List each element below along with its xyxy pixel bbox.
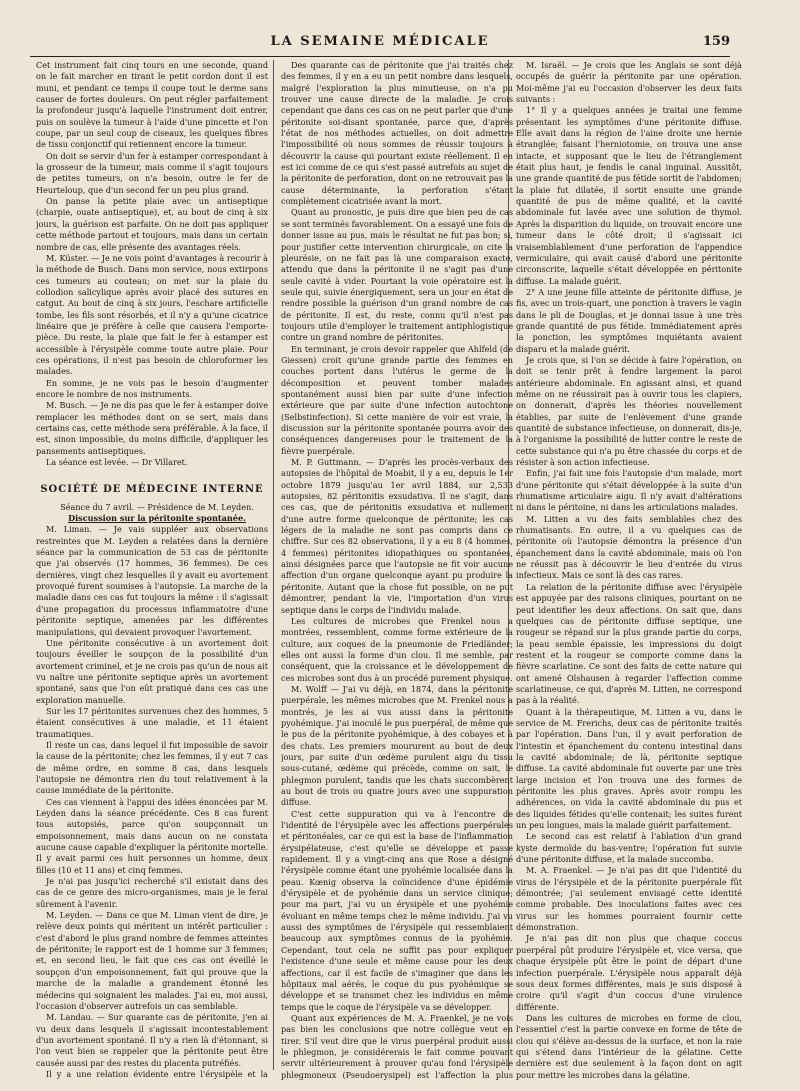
column-divider — [273, 60, 274, 1070]
paragraph: Ces cas viennent à l'appui des idées énoncées par M. Leyden dans la séance précédente. Ces 8 cas furent tous autopsiés, parce qu'on soupçonnait un empoisonnement, mais dans aucun on ne constata aucune cause capable d'expliquer la péritonite mortelle. Il y avait parmi ces huit personnes un homme, deux filles (10 et 11 ans) et cinq femmes. — [36, 796, 268, 875]
paragraph: M. A. Fraenkel. — Je n'ai pas dit que l'identité du virus de l'érysipèle et de la péritonite puerpérale fût démontrée; j'ai seulement envisagé cette identité comme probable. Des inoculations faites avec ces virus sur les hommes pourraient fournir cette démonstration. — [516, 865, 742, 933]
paragraph: Quant à la thérapeutique, M. Litten a vu, dans le service de M. Frerichs, deux cas de péritonite traités par l'opération. Dans l'un, il y avait perforation de l'intestin et épanchement du contenu intestinal dans la cavité abdominale; de là, péritonite septique diffuse. La cavité abdominale fut ouverte par une très large incision et l'on trouva une des formes de péritonite les plus graves. Après avoir rompu les adhérences, on vida la cavité abdominale du pus et des liquides fétides qu'elle contenait; les suites furent un peu longues, mais la malade guérit parfaitement. — [516, 706, 742, 831]
paragraph: En somme, je ne vois pas le besoin d'augmenter encore le nombre de nos instruments. — [36, 377, 268, 399]
paragraph: M. Liman. — Je vais suppléer aux observations restreintes que M. Leyden a relatées dans la dernière séance par la communication de 53 cas de péritonite que j'ai observés (17 hommes, 36 femmes). De ces dernières, vingt chez lesquelles il y avait eu avortement provoqué furent soumises à l'autopsie. La marche de la maladie dans ces cas fut toujours la même : il s'agissait d'une propagation du processus inflammatoire d'une péritonite septique, amenées par les différentes manipulations, qui devaient provoquer l'avortement. — [36, 524, 268, 637]
paragraph: 2° A une jeune fille atteinte de péritonite diffuse, je fis, avec un trois-quart, une ponction à travers le vagin dans le pli de Douglas, et je donnai issue à une très grande quantité de pus fétide. Immédiatement après la ponction, les symptômes inquiétants avaient disparu et la malade guérit. — [516, 286, 742, 354]
paragraph: C'est cette suppuration qui va à l'encontre de l'identité de l'érysipèle avec les affections puerpérales et péritonéales, car ce qui est la base de l'inflammation érysipélateuse, c'est qu'elle se développe et passe rapidement. Il y a vingt-cinq ans que Rose a désigné l'érysipèle comme étant une pyohémie localisée dans la peau. Kœnig observa la coïncidence d'une épidémie d'érysipèle et de pyohémie dans un service clinique; pour ma part, j'ai vu un érysipèle et une pyohémie évoluant en même temps chez le même individu. J'ai vu aussi des symptômes de l'érysipèle qui ressemblaient beaucoup aux symptômes connus de la pyohémie. Cependant, tout cela ne suffit pas pour expliquer l'existence d'une seule et même cause pour les deux affections, car il est facile de s'imaginer que dans les hôpitaux mal aérés, le coque du pus pyohémique se développe et se transmet chez les individus en même temps que le coque de l'érysipèle va se développer. — [281, 808, 513, 1012]
paragraph: Dans les cultures de microbes en forme de clou, l'essentiel c'est la partie convexe en forme de tête de clou qui s'élève au-dessus de la surface, et non la raie qui s'étend dans l'intérieur de la gélatine. Cette dernière est due seulement à la façon dont on agit pour mettre les microbes dans la gélatine. — [516, 1012, 742, 1080]
paragraph: Quant aux expériences de M. A. Fraenkel, je ne vois pas bien les conclusions que notre collègue veut en tirer. S'il veut dire que le virus puerpéral produit aussi le phlegmon, je considérerais le fait comme pouvant servir ultérieurement à prouver qu'au fond l'érysipèle phlegmoneux (Pseudoerysipel) est l'affection la plus — [281, 1012, 513, 1080]
paragraph: Enfin, j'ai fait une fois l'autopsie d'un malade, mort d'une péritonite qui s'était développée à la suite d'un rhumatisme articulaire aigu. Il n'y avait d'altérations ni dans le péritoine, ni dans les articulations malades. — [516, 468, 742, 513]
paragraph: On panse la petite plaie avec un antiseptique (charpie, ouate antiseptique), et, au bout de cinq à six jours, la guérison est parfaite. On ne doit pas appliquer cette méthode partout et toujours, mais dans un certain nombre de cas, elle présente des avantages réels. — [36, 196, 268, 252]
page-number: 159 — [702, 34, 730, 49]
closing-line: La séance est levée. — Dr Villaret. — [46, 457, 188, 468]
session-line: Séance du 7 avril. — Présidence de M. Leyden. — [60, 501, 254, 512]
column-2 — [281, 60, 513, 1080]
paragraph: Je crois que, si l'on se décide à faire l'opération, on doit se tenir prêt à fendre largement la paroi antérieure abdominale. En agissant ainsi, et quand même on ne réussirait pas à ouvrir tous les clapiers, on donnerait, d'après les théories nouvellement établies, par suite de l'enlèvement d'une grande quantité de substance infectieuse, on donnerait, dis-je, à l'organisme la possibilité de lutter contre le reste de cette substance qui n'a pu être chassée du corps et de résister à son action infectieuse. — [516, 354, 742, 468]
column-3 — [516, 60, 742, 1080]
column-1 — [36, 60, 268, 1080]
paragraph: Je n'ai pas jusqu'ici recherché s'il existait dans des cas de ce genre des micro-organismes, mais je le ferai sûrement à l'avenir. — [36, 876, 268, 909]
paragraph: M. Landau. — Sur quarante cas de péritonite, j'en ai vu deux dans lesquels il s'agissait incontestablement d'un avortement spontané. Il n'y a rien là d'étonnant, si l'on veut bien se rappeler que la péritonite peut être causée aussi par des restes du placenta putréfiés. — [36, 1012, 268, 1068]
section-title: SOCIÉTÉ DE MÉDECINE INTERNE — [40, 484, 264, 496]
paragraph: Sur les 17 péritonites survenues chez des hommes, 5 étaient consécutives à une maladie, et 11 étaient traumatiques. — [36, 705, 268, 739]
paragraph: Il reste un cas, dans lequel il fut impossible de savoir la cause de la péritonite; chez les femmes, il y eut 7 cas de même ordre, en somme 8 cas, dans lesquels l'autopsie ne démontra rien du tout relativement à la cause immédiate de la péritonite. — [36, 739, 268, 796]
paragraph: M. P. Guttmann. — D'après les procès-verbaux des autopsies de l'hôpital de Moabit, il y a eu, depuis le 1er octobre 1879 jusqu'au 1er avril 1884, sur 2,533 autopsies, 82 péritonitis exsudativa. Il ne s'agit, dans ces cas, que de péritonitis exsudativa et nullement d'une autre forme quelconque de péritonite; les cas légers de la maladie ne sont pas compris dans ce chiffre. Sur ces 82 observations, il y a eu 8 (4 hommes, 4 femmes) péritonites idiopathiques ou spontanées, ainsi désignées parce que l'autopsie ne fit voir aucune affection d'un organe quelconque ayant pu produire la péritonite. Autant que la chose fut possible, on ne put démontrer, pendant la vie, l'importation d'un virus septique dans le corps de l'individu malade. — [281, 457, 513, 615]
paragraph: Cet instrument fait cinq tours en une seconde, quand on le fait marcher en tirant le petit cordon dont il est muni, et pendant ce temps il coupe tout le derme sans causer de fortes douleurs. On peut régler parfaitement la profondeur jusqu'à laquelle l'instrument doit entrer, puis on soulève la tumeur à l'aide d'une pincette et l'on coupe, par un seul coup de ciseaux, les quelques fibres de tissu conjonctif qui retiennent encore la tumeur. — [36, 60, 268, 150]
paragraph: Une péritonite consécutive à un avortement doit toujours éveiller le soupçon de la possibilité d'un avortement criminel, et je ne crois pas qu'un de nous ait vu naître une péritonite septique après un avortement spontané, sans que l'on eût pratiqué dans ces cas une exploration manuelle. — [36, 637, 268, 705]
paragraph: M. Busch. — Je ne dis pas que le fer à estamper doive remplacer les méthodes dont on se sert, mais dans certains cas, cette méthode sera préférable. À la face, il est, sinon impossible, du moins difficile, d'appliquer les pansements antiseptiques. — [36, 400, 268, 456]
paragraph: Le second cas est relatif à l'ablation d'un grand kyste dermoïde du bas-ventre; l'opération fut suivie d'une péritonite diffuse, et la malade succomba. — [516, 831, 742, 865]
paragraph: 1° Il y a quelques années je traitai une femme présentant les symptômes d'une péritonite diffuse. Elle avait dans la région de l'aine droite une hernie étranglée; faisant l'herniotomie, on trouva une anse intacte, et supposant que le lieu de l'étranglement était plus haut, je fendis le canal inguinal. Aussitôt, une grande quantité de pus fétide sortit de l'abdomen; la plaie fut dilatée, il sortit ensuite une grande quantité de pus de même qualité, et la cavité abdominale fut lavée avec une solution de thymol. Après la disparition du liquide, on trouvait encore une tumeur dans le côté droit; il s'agissait ici vraisemblablement d'une perforation de l'appendice vermiculaire, qui avait causé d'abord une péritonite circonscrite, laquelle s'était développée en péritonite diffuse. La malade guérit. — [516, 105, 742, 286]
journal-title: LA SEMAINE MÉDICALE — [270, 34, 490, 49]
paragraph: M. Küster. — Je ne vois point d'avantages à recourir à la méthode de Busch. Dans mon service, nous extirpons ces tumeurs au couteau; on met sur la plaie du collodion salicylique après avoir placé des sutures en catgut. Au bout de cinq à six jours, l'eschare artificielle tombe, les fils sont résorbés, et il n'y a qu'une cicatrice linéaire que je préfère à celle que causera l'emporte-pièce. Du reste, la plaie que fait le fer à estamper est accessible à l'érysipèle comme toute autre plaie. Pour ces opérations, il n'est pas besoin de chloroformer les malades. — [36, 252, 268, 377]
discussion-heading: Discussion sur la péritonite spontanée. — [68, 513, 246, 524]
paragraph: Des quarante cas de péritonite que j'ai traités chez des femmes, il y en a eu un petit nombre dans lesquels, malgré l'exploration la plus minutieuse, on n'a pu trouver une cause directe de la maladie. Je crois cependant que dans ces cas on ne peut parler que d'une péritonite soi-disant spontanée, parce que, d'après l'état de nos méthodes actuelles, on doit admettre l'impossibilité où nous sommes de réussir toujours à découvrir la cause qui pourtant existe réellement. Il en est ici comme de ce qui s'est passé autrefois au sujet de la péritonite de perforation, dont on ne retrouvait pas la cause déterminante, la perforation s'étant complètement cicatrisée avant la mort. — [281, 60, 513, 207]
paragraph: On doit se servir d'un fer à estamper correspondant à la grosseur de la tumeur, mais comme il s'agit toujours de petites tumeurs, on n'a besoin, outre le fer de Heurteloup, que d'un second fer un peu plus grand. — [36, 150, 268, 195]
paragraph: Quant au pronostic, je puis dire que bien peu de cas se sont terminés favorablement. On a essayé une fois de donner issue au pus, mais le résultat ne fut pas bon; si, pour justifier cette intervention chirurgicale, on cite la pleurésie, on ne fait pas là une comparaison exacte, attendu que dans la péritonite il ne s'agit pas d'une seule cavité à vider. Pourtant la voie opératoire est la seule qui, suivie énergiquement, sera un jour en état de rendre possible la guérison d'un grand nombre de cas de péritonite. Il est, du reste, connu qu'il n'est pas toujours utile d'employer le traitement antiphlogistique contre un grand nombre de péritonites. — [281, 207, 513, 343]
page-header — [30, 34, 730, 54]
paragraph: M. Leyden. — Dans ce que M. Liman vient de dire, je relève deux points qui méritent un intérêt particulier : c'est d'abord le plus grand nombre de femmes atteintes de péritonite; le rapport est de 1 homme sur 3 femmes; et, en second lieu, le fait que ces cas ont éveillé le soupçon d'un empoisonnement, fait qui prouve que la marche de la maladie a grandement étonné les médecins qui soignaient les malades. J'ai eu, moi aussi, l'occasion d'observer autrefois un cas semblable. — [36, 910, 268, 1011]
paragraph: En terminant, je crois devoir rappeler que Ahlfeld (de Giessen) croit qu'une grande partie des femmes en couches portent dans l'utérus le germe de la décomposition et peuvent tomber malades spontanément aussi bien par suite d'une infection extérieure que par suite d'une infection autochtone (Selbstinfection). Si cette manière de voir est vraie, la discussion sur la péritonite spontanée pourra avoir des conséquences dangereuses pour le traitement de la fièvre puerpérale. — [281, 343, 513, 456]
paragraph: Il y a une relation évidente entre l'érysipèle et la — [46, 1068, 268, 1079]
header-rule — [30, 56, 730, 57]
paragraph: Les cultures de microbes que Frenkel nous a montrées, ressemblent, comme forme extérieure de la culture, aux coques de la pneumonie de Friedländer; elles ont aussi la forme d'un clou. Il me semble, par conséquent, que la croissance et le développement de ces microbes sont dus à un procédé purement physique. — [281, 615, 513, 683]
paragraph: Je n'ai pas dit non plus que chaque coccus puerpéral pût produire l'érysipèle et, vice versa, que chaque érysipèle pût être le point de départ d'une infection puerpérale. L'érysipèle nous apparaît déjà sous deux formes différentes, mais je suis disposé à croire qu'il s'agit d'un coccus d'une virulence différente. — [516, 933, 742, 1012]
paragraph: M. Wolff — J'ai vu déjà, en 1874, dans la péritonite puerpérale, les mêmes microbes que M. Frenkel nous a montrés, je les ai vus aussi dans la péritonite pyohémique. J'ai inoculé le pus puerpéral, de même que le pus de la péritonite pyohémique, à des cobayes et à des chats. Les premiers moururent au bout de deux jours, par suite d'un œdème purulent aigu du tissu sous-cutané, œdème qui précède, comme on sait, le phlegmon purulent, tandis que les chats succombèrent au bout de trois ou quatre jours avec une suppuration diffuse. — [281, 683, 513, 808]
paragraph: M. Israël. — Je crois que les Anglais se sont déjà occupés de guérir la péritonite par une opération. Moi-même j'ai eu l'occasion d'observer les deux faits suivants : — [516, 60, 742, 105]
paragraph: M. Litten a vu des faits semblables chez des rhumatisants. En outre, il a vu quelques cas de péritonite où l'autopsie démontra la présence d'un épanchement dans la cavité abdominale, mais où l'on ne réussit pas à découvrir le lieu d'entrée du virus infectieux. Mais ce sont là des cas rares. — [516, 513, 742, 581]
paragraph: La relation de la péritonite diffuse avec l'érysipèle est appuyée par des raisons cliniques, pourtant on ne peut identifier les deux affections. On sait que, dans quelques cas de péritonite diffuse septique, une rougeur se répand sur la plus grande partie du corps, la peau semble épaissie, les impressions du doigt restent et la rougeur se comporte comme dans la fièvre scarlatine. Ce sont des faits de cette nature qui ont amené Olshausen à regarder l'affection comme scarlatineuse, ce qui, d'après M. Litten, ne correspond pas à la réalité. — [516, 581, 742, 706]
